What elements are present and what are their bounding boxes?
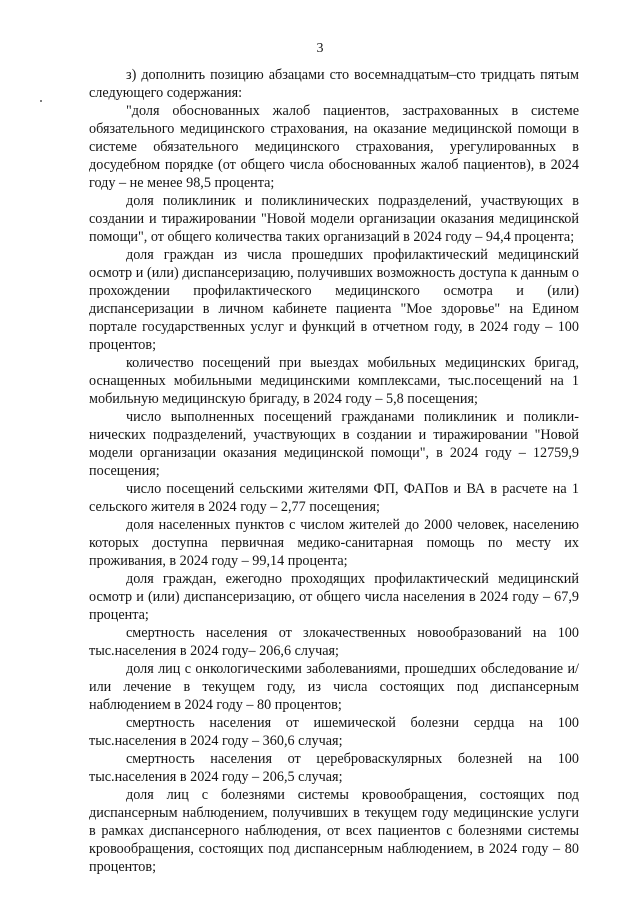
- paragraph-settlements-access: доля населенных пунктов с числом жителей до 2000 человек, населению которых доступна первичная медико-санитарная помощь по месту их проживания, в 2024 году – 99,14 процента;: [89, 517, 579, 569]
- paragraph-oncology-share: доля лиц с онкологическими заболеваниями, прошедших обследование и/или лечение в текущем году, из числа состоящих под диспансерным наблюдением в 2024 году – 80 процентов;: [89, 661, 579, 713]
- paragraph-cancer-mortality: смертность населения от злокачественных новообразований на 100 тыс.населения в 2024 году– 206,6 случая;: [89, 625, 579, 659]
- paragraph-intro: з) дополнить позицию абзацами сто восемнадцатым–сто тридцать пятым следующего содержания:: [89, 67, 579, 101]
- paragraph-rural-visits: число посещений сельскими жителями ФП, ФАПов и ВА в расчете на 1 сельского жителя в 2024 году – 2,77 посещения;: [89, 481, 579, 515]
- paragraph-complaints: "доля обоснованных жалоб пациентов, застрахованных в системе обязательного медицинского страхования, на оказание медицинской помощи в системе обязательного медицинского страхования, урегулированных в досудебном порядке (от общего числа обоснованных жалоб пациентов), в 2024 году – не менее 98,5 процента;: [89, 103, 579, 191]
- paragraph-cerebrovascular-mortality: смертность населения от цереброваскулярных болезней на 100 тыс.населения в 2024 году – 206,5 случая;: [89, 751, 579, 785]
- document-body: [89, 66, 579, 876]
- paragraph-polyclinics-share: доля поликлиник и поликлинических подразделений, участвующих в создании и тиражировании "Новой модели организации оказания медицинской помощи", от общего количества таких организаций в 2024 году – 94,4 процента;: [89, 193, 579, 245]
- scan-speck: [40, 100, 42, 102]
- paragraph-mobile-brigades: количество посещений при выездах мобильных медицинских бригад, оснащенных мобильными медицинскими комплексами, тыс.посещений на 1 мобильную медицинскую бригаду, в 2024 году – 5,8 посещения;: [89, 355, 579, 407]
- paragraph-checkup-share: доля граждан, ежегодно проходящих профилактический медицинский осмотр и (или) диспансеризацию, от общего числа населения в 2024 году – 67,9 процента;: [89, 571, 579, 623]
- paragraph-circulatory-share: доля лиц с болезнями системы кровообращения, состоящих под диспансерным наблюдением, получивших в текущем году медицинские услуги в рамках диспансерного наблюдения, от всех пациентов с болезнями системы кровообращения, состоящих под диспансерным наблюдением, в 2024 году – 80 процентов;: [89, 787, 579, 875]
- paragraph-polyclinic-visits: число выполненных посещений гражданами поликлиник и поликлинических подразделений, участвующих в создании и тиражировании "Новой модели организации оказания медицинской помощи", в 2024 году – 12759,9 посещения;: [89, 409, 579, 479]
- paragraph-personal-account-access: доля граждан из числа прошедших профилактический медицинский осмотр и (или) диспансеризацию, получивших возможность доступа к данным о прохождении профилактического медицинского осмотра и (или) диспансеризации в личном кабинете пациента "Мое здоровье" на Едином портале государственных услуг и функций в отчетном году, в 2024 году – 100 процентов;: [89, 247, 579, 353]
- page-number: 3: [316, 41, 324, 56]
- paragraph-ischemic-mortality: смертность населения от ишемической болезни сердца на 100 тыс.населения в 2024 году – 360,6 случая;: [89, 715, 579, 749]
